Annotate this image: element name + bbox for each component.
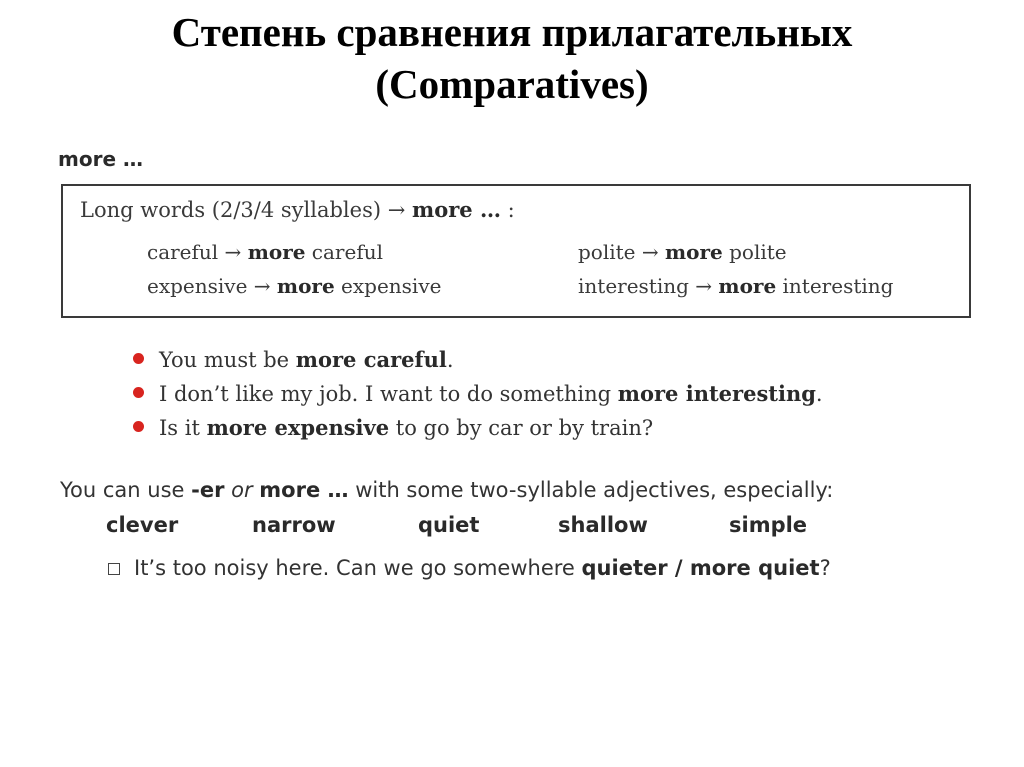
adjective-simple: simple bbox=[729, 513, 808, 537]
example-more: more bbox=[664, 240, 723, 264]
rule-prefix: Long words (2/3/4 syllables) → bbox=[80, 198, 412, 222]
adjective-clever: clever bbox=[106, 513, 179, 537]
example-text: It’s too noisy here. Can we go somewhere bbox=[134, 556, 582, 580]
example-polite bbox=[578, 240, 787, 264]
adjective-quiet: quiet bbox=[418, 513, 480, 537]
bullet-text: . bbox=[815, 382, 823, 406]
bullet-item bbox=[133, 415, 653, 440]
example-interesting bbox=[578, 274, 893, 298]
checkbox-square-icon bbox=[108, 563, 120, 575]
example-base: interesting → bbox=[578, 274, 719, 298]
bullet-text: Is it bbox=[159, 416, 207, 440]
section-heading: more … bbox=[58, 147, 143, 171]
example-more: more bbox=[247, 240, 306, 264]
title-line-2: (Comparatives) bbox=[375, 61, 649, 107]
rule-suffix: : bbox=[500, 198, 515, 222]
example-result: polite bbox=[722, 240, 787, 264]
example-base: expensive → bbox=[147, 274, 277, 298]
example-result: careful bbox=[305, 240, 384, 264]
page-title bbox=[0, 6, 1024, 110]
usage-note bbox=[60, 478, 833, 502]
note-text: with some two-syllable adjectives, especially: bbox=[348, 478, 834, 502]
example-sentence bbox=[108, 556, 831, 580]
note-bold: -er bbox=[191, 478, 225, 502]
bullet-bold: more interesting bbox=[617, 381, 816, 406]
example-more: more bbox=[276, 274, 335, 298]
example-result: expensive bbox=[334, 274, 442, 298]
bullet-text: . bbox=[446, 348, 454, 372]
rule-text bbox=[80, 197, 515, 222]
example-result: interesting bbox=[776, 274, 894, 298]
title-line-1: Степень сравнения прилагательных bbox=[171, 9, 853, 55]
adjective-shallow: shallow bbox=[558, 513, 648, 537]
bullet-item bbox=[133, 347, 454, 372]
example-text: ? bbox=[819, 556, 831, 580]
note-italic: or bbox=[224, 478, 260, 502]
note-text: You can use bbox=[60, 478, 192, 502]
example-base: careful → bbox=[147, 240, 248, 264]
example-bold: quieter / more quiet bbox=[581, 556, 820, 580]
red-bullet-icon bbox=[133, 353, 144, 364]
example-careful bbox=[147, 240, 383, 264]
red-bullet-icon bbox=[133, 421, 144, 432]
example-more: more bbox=[718, 274, 777, 298]
bullet-item bbox=[133, 381, 823, 406]
example-base: polite → bbox=[578, 240, 665, 264]
example-expensive bbox=[147, 274, 441, 298]
red-bullet-icon bbox=[133, 387, 144, 398]
note-bold: more … bbox=[259, 478, 349, 502]
bullet-bold: more expensive bbox=[206, 415, 390, 440]
bullet-text: I don’t like my job. I want to do something bbox=[159, 382, 618, 406]
adjective-narrow: narrow bbox=[252, 513, 336, 537]
bullet-text: to go by car or by train? bbox=[389, 416, 654, 440]
rule-bold: more … bbox=[411, 197, 501, 222]
bullet-text: You must be bbox=[159, 348, 296, 372]
bullet-bold: more careful bbox=[295, 347, 447, 372]
